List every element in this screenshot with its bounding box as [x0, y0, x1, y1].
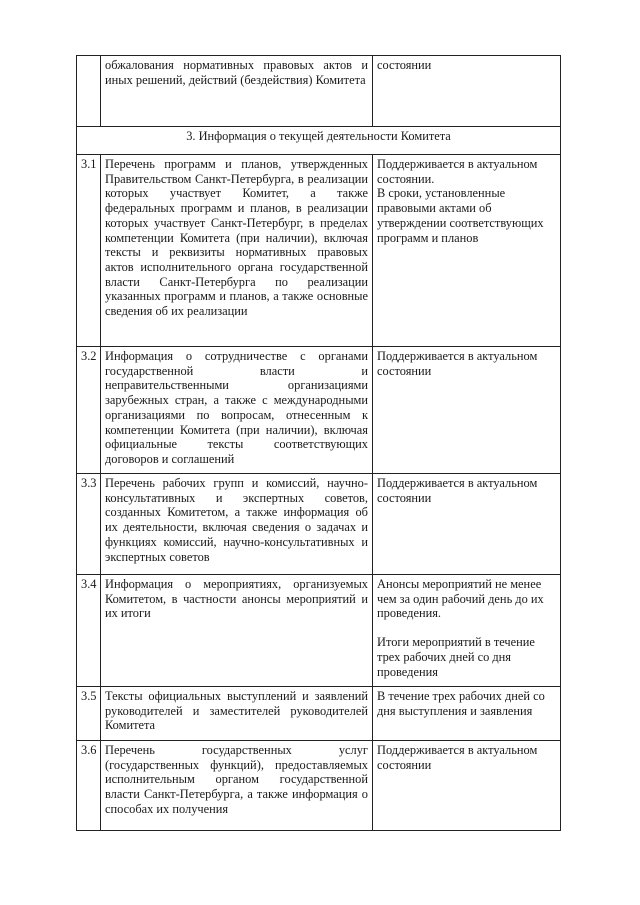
description-text: обжалования нормативных правовых актов и иных решений, действий (бездействия) Комитета [105, 58, 368, 87]
table-row-continued [77, 56, 561, 127]
description-text: Тексты официальных выступлений и заявлений руководителей и заместителей руководителей Комитета [105, 689, 368, 733]
row-number-cell [77, 56, 101, 127]
period-cell [373, 56, 561, 127]
period-cell [373, 155, 561, 347]
period-text: состоянии [377, 58, 432, 72]
row-number: 3.2 [77, 347, 101, 474]
section-heading: 3. Информация о текущей деятельности Комитета [77, 127, 561, 155]
row-number: 3.5 [77, 687, 101, 741]
period-cell [373, 347, 561, 474]
table-row [77, 687, 561, 741]
description-text: Информация о мероприятиях, организуемых Комитетом, в частности анонсы мероприятий и их итоги [105, 577, 368, 621]
period-cell [373, 687, 561, 741]
row-number: 3.4 [77, 575, 101, 687]
period-text: Поддерживается в актуальном состоянии [377, 476, 538, 505]
period-text: Поддерживается в актуальном состоянии [377, 743, 538, 772]
table-row [77, 575, 561, 687]
table-section-row [77, 127, 561, 155]
period-cell [373, 575, 561, 687]
table-row [77, 155, 561, 347]
description-cell [101, 155, 373, 347]
period-text: В сроки, установленные правовыми актами об утверждении соответствующих программ и планов [377, 186, 544, 245]
description-text: Перечень программ и планов, утвержденных Правительством Санкт-Петербурга, в реализации которых участвует Комитет, а также федеральных программ и планов, в реализации которых участвует Санкт-Петербург, в пределах компетенции Комитета (при наличии), включая тексты и реквизиты нормативных правовых актов исполнительного органа государственной власти Санкт-Петербурга по реализации указанных программ и планов, а также основные сведения об их реализации [105, 157, 368, 319]
period-text: Поддерживается в актуальном состоянии [377, 349, 538, 378]
description-cell [101, 347, 373, 474]
description-cell [101, 741, 373, 831]
period-text: Итоги мероприятий в течение трех рабочих дней со дня проведения [377, 635, 535, 679]
description-cell [101, 575, 373, 687]
description-cell [101, 687, 373, 741]
information-table [76, 55, 561, 831]
description-cell [101, 474, 373, 575]
row-number: 3.3 [77, 474, 101, 575]
period-text: Анонсы мероприятий не менее чем за один рабочий день до их проведения. [377, 577, 544, 621]
description-text: Перечень государственных услуг (государственных функций), предоставляемых исполнительным органом государственной власти Санкт-Петербурга, а также информация о способах их получения [105, 743, 368, 816]
table-row [77, 474, 561, 575]
period-cell [373, 474, 561, 575]
table-row [77, 347, 561, 474]
period-text: В течение трех рабочих дней со дня выступления и заявления [377, 689, 545, 718]
description-cell [101, 56, 373, 127]
description-text: Перечень рабочих групп и комиссий, научно-консультативных и экспертных советов, созданных Комитетом, а также информация об их деятельности, включая сведения о задачах и функциях комиссий, научно-консультативных и экспертных советов [105, 476, 368, 564]
table-row [77, 741, 561, 831]
row-number: 3.6 [77, 741, 101, 831]
period-text: Поддерживается в актуальном состоянии. [377, 157, 538, 186]
row-number: 3.1 [77, 155, 101, 347]
description-text: Информация о сотрудничестве с органами государственной власти и неправительственными организациями зарубежных стран, а также с международными организациями по вопросам, отнесенным к компетенции Комитета (при наличии), включая официальные тексты соответствующих договоров и соглашений [105, 349, 368, 466]
period-cell [373, 741, 561, 831]
